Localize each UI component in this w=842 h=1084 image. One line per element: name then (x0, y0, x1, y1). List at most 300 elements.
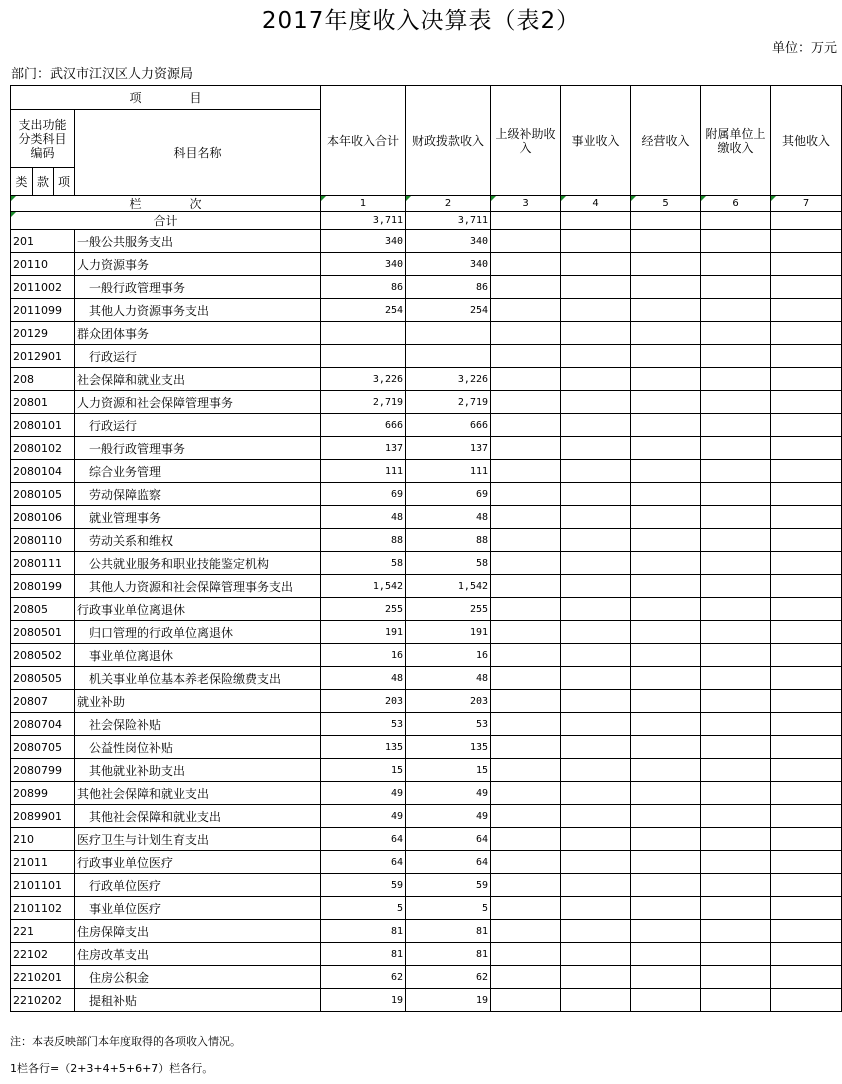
row-empty-cell (561, 299, 631, 322)
row-code: 20807 (11, 690, 75, 713)
colnum-2: 2 (406, 196, 491, 212)
row-name: 劳动保障监察 (75, 483, 321, 506)
table-row (11, 713, 842, 736)
row-empty-cell (491, 989, 561, 1012)
row-empty-cell (631, 460, 701, 483)
row-empty-cell (491, 759, 561, 782)
row-fiscal-income: 64 (406, 828, 491, 851)
row-total-income: 111 (321, 460, 406, 483)
row-fiscal-income: 62 (406, 966, 491, 989)
row-empty-cell (771, 874, 842, 897)
header-item: 项 目 (11, 86, 321, 110)
row-empty-cell (631, 943, 701, 966)
row-fiscal-income: 48 (406, 667, 491, 690)
row-empty-cell (771, 552, 842, 575)
row-fiscal-income: 49 (406, 782, 491, 805)
row-empty-cell (771, 989, 842, 1012)
table-row (11, 575, 842, 598)
row-empty-cell (771, 621, 842, 644)
table-row (11, 805, 842, 828)
row-total-income: 340 (321, 230, 406, 253)
row-empty-cell (701, 437, 771, 460)
row-empty-cell (631, 759, 701, 782)
row-total-income: 81 (321, 943, 406, 966)
row-fiscal-income: 53 (406, 713, 491, 736)
row-empty-cell (701, 552, 771, 575)
row-fiscal-income: 203 (406, 690, 491, 713)
row-total-income: 254 (321, 299, 406, 322)
row-empty-cell (631, 805, 701, 828)
row-empty-cell (771, 460, 842, 483)
row-name: 行政事业单位离退休 (75, 598, 321, 621)
row-empty-cell (631, 897, 701, 920)
row-empty-cell (631, 299, 701, 322)
row-empty-cell (491, 713, 561, 736)
row-empty-cell (701, 483, 771, 506)
row-empty-cell (631, 851, 701, 874)
header-subject-name: 科目名称 (75, 110, 321, 196)
table-row (11, 690, 842, 713)
row-total-income: 1,542 (321, 575, 406, 598)
row-name: 提租补贴 (75, 989, 321, 1012)
row-code: 2080502 (11, 644, 75, 667)
row-empty-cell (491, 644, 561, 667)
row-empty-cell (771, 506, 842, 529)
row-empty-cell (771, 322, 842, 345)
header-lei: 类 (11, 168, 33, 196)
row-empty-cell (631, 667, 701, 690)
total-row (11, 212, 842, 230)
row-empty-cell (491, 322, 561, 345)
row-total-income: 53 (321, 713, 406, 736)
colnum-6: 6 (701, 196, 771, 212)
table-row (11, 644, 842, 667)
row-empty-cell (631, 920, 701, 943)
row-empty-cell (701, 299, 771, 322)
row-empty-cell (771, 759, 842, 782)
row-empty-cell (771, 644, 842, 667)
header-col-4: 事业收入 (561, 86, 631, 196)
row-empty-cell (491, 897, 561, 920)
row-code: 2101102 (11, 897, 75, 920)
row-empty-cell (561, 345, 631, 368)
row-total-income: 62 (321, 966, 406, 989)
row-empty-cell (561, 920, 631, 943)
row-empty-cell (561, 552, 631, 575)
row-name: 事业单位医疗 (75, 897, 321, 920)
header-col-3: 上级补助收入 (491, 86, 561, 196)
row-code: 2080101 (11, 414, 75, 437)
row-fiscal-income: 340 (406, 230, 491, 253)
row-total-income: 5 (321, 897, 406, 920)
row-empty-cell (491, 920, 561, 943)
income-table (10, 85, 842, 1012)
row-total-income: 81 (321, 920, 406, 943)
row-code: 2080104 (11, 460, 75, 483)
row-code: 201 (11, 230, 75, 253)
row-empty-cell (561, 460, 631, 483)
table-row (11, 828, 842, 851)
row-code: 2080704 (11, 713, 75, 736)
row-fiscal-income: 255 (406, 598, 491, 621)
row-total-income (321, 322, 406, 345)
table-row (11, 230, 842, 253)
row-empty-cell (491, 966, 561, 989)
row-name: 一般公共服务支出 (75, 230, 321, 253)
row-empty-cell (561, 828, 631, 851)
row-name: 就业补助 (75, 690, 321, 713)
table-row (11, 851, 842, 874)
table-row (11, 966, 842, 989)
row-code: 22102 (11, 943, 75, 966)
row-fiscal-income: 3,226 (406, 368, 491, 391)
row-empty-cell (701, 966, 771, 989)
row-fiscal-income: 16 (406, 644, 491, 667)
row-fiscal-income: 58 (406, 552, 491, 575)
row-name: 医疗卫生与计划生育支出 (75, 828, 321, 851)
row-empty-cell (491, 230, 561, 253)
row-empty-cell (631, 782, 701, 805)
row-empty-cell (631, 828, 701, 851)
table-row (11, 943, 842, 966)
row-empty-cell (491, 943, 561, 966)
row-empty-cell (701, 230, 771, 253)
row-empty-cell (771, 414, 842, 437)
unit-label: 单位：万元 (771, 41, 837, 56)
row-empty-cell (491, 575, 561, 598)
row-name: 行政运行 (75, 345, 321, 368)
row-empty-cell (771, 713, 842, 736)
row-empty-cell (561, 874, 631, 897)
row-empty-cell (491, 690, 561, 713)
row-empty-cell (701, 851, 771, 874)
colnum-3: 3 (491, 196, 561, 212)
department-label: 部门：武汉市江汉区人力资源局 (11, 67, 194, 82)
row-empty-cell (771, 437, 842, 460)
table-row (11, 874, 842, 897)
row-code: 210 (11, 828, 75, 851)
row-name: 人力资源事务 (75, 253, 321, 276)
note-1: 注：本表反映部门本年度取得的各项收入情况。 (10, 1035, 241, 1048)
row-fiscal-income: 111 (406, 460, 491, 483)
row-code: 2012901 (11, 345, 75, 368)
header-column-seq: 栏 次 (11, 196, 321, 212)
row-empty-cell (491, 552, 561, 575)
row-total-income: 15 (321, 759, 406, 782)
row-name: 其他社会保障和就业支出 (75, 805, 321, 828)
row-empty-cell (561, 851, 631, 874)
row-empty-cell (771, 736, 842, 759)
row-empty-cell (491, 345, 561, 368)
row-empty-cell (561, 989, 631, 1012)
row-empty-cell (771, 391, 842, 414)
table-row (11, 759, 842, 782)
row-empty-cell (561, 713, 631, 736)
row-empty-cell (631, 483, 701, 506)
row-empty-cell (561, 437, 631, 460)
row-total-income: 48 (321, 506, 406, 529)
row-empty-cell (491, 368, 561, 391)
row-code: 2080105 (11, 483, 75, 506)
row-fiscal-income: 88 (406, 529, 491, 552)
row-empty-cell (631, 276, 701, 299)
row-empty-cell (491, 460, 561, 483)
row-empty-cell (561, 644, 631, 667)
row-empty-cell (701, 391, 771, 414)
table-row (11, 437, 842, 460)
row-code: 2011099 (11, 299, 75, 322)
row-fiscal-income: 340 (406, 253, 491, 276)
row-empty-cell (631, 414, 701, 437)
row-empty-cell (631, 989, 701, 1012)
row-empty-cell (701, 345, 771, 368)
row-total-income: 3,226 (321, 368, 406, 391)
row-fiscal-income: 2,719 (406, 391, 491, 414)
row-empty-cell (491, 437, 561, 460)
row-fiscal-income: 15 (406, 759, 491, 782)
row-empty-cell (771, 897, 842, 920)
row-name: 其他社会保障和就业支出 (75, 782, 321, 805)
row-code: 20805 (11, 598, 75, 621)
row-name: 其他就业补助支出 (75, 759, 321, 782)
row-empty-cell (631, 598, 701, 621)
row-empty-cell (491, 621, 561, 644)
row-total-income: 48 (321, 667, 406, 690)
table-row (11, 414, 842, 437)
row-empty-cell (701, 920, 771, 943)
row-fiscal-income: 48 (406, 506, 491, 529)
row-empty-cell (631, 391, 701, 414)
row-code: 2080199 (11, 575, 75, 598)
row-name: 一般行政管理事务 (75, 276, 321, 299)
row-empty-cell (771, 966, 842, 989)
row-empty-cell (701, 782, 771, 805)
row-code: 2089901 (11, 805, 75, 828)
row-total-income: 666 (321, 414, 406, 437)
row-empty-cell (701, 828, 771, 851)
row-empty-cell (701, 575, 771, 598)
total-c1: 3,711 (321, 212, 406, 230)
row-empty-cell (631, 644, 701, 667)
row-empty-cell (491, 667, 561, 690)
row-empty-cell (561, 805, 631, 828)
row-empty-cell (561, 529, 631, 552)
row-empty-cell (771, 598, 842, 621)
row-empty-cell (561, 483, 631, 506)
row-name: 劳动关系和维权 (75, 529, 321, 552)
row-fiscal-income: 69 (406, 483, 491, 506)
row-empty-cell (561, 575, 631, 598)
header-col-5: 经营收入 (631, 86, 701, 196)
row-empty-cell (701, 529, 771, 552)
row-empty-cell (491, 414, 561, 437)
table-row (11, 552, 842, 575)
row-fiscal-income: 19 (406, 989, 491, 1012)
colnum-4: 4 (561, 196, 631, 212)
row-empty-cell (561, 322, 631, 345)
row-empty-cell (701, 989, 771, 1012)
row-empty-cell (561, 690, 631, 713)
row-empty-cell (561, 621, 631, 644)
row-empty-cell (771, 575, 842, 598)
row-empty-cell (631, 253, 701, 276)
row-total-income: 69 (321, 483, 406, 506)
row-empty-cell (771, 529, 842, 552)
table-row (11, 345, 842, 368)
row-empty-cell (561, 598, 631, 621)
row-empty-cell (491, 736, 561, 759)
row-name: 人力资源和社会保障管理事务 (75, 391, 321, 414)
row-fiscal-income: 191 (406, 621, 491, 644)
row-fiscal-income: 254 (406, 299, 491, 322)
row-name: 行政运行 (75, 414, 321, 437)
row-fiscal-income: 1,542 (406, 575, 491, 598)
row-empty-cell (561, 368, 631, 391)
row-empty-cell (491, 483, 561, 506)
row-name: 其他人力资源和社会保障管理事务支出 (75, 575, 321, 598)
row-fiscal-income: 59 (406, 874, 491, 897)
row-empty-cell (631, 506, 701, 529)
row-name: 住房保障支出 (75, 920, 321, 943)
row-empty-cell (491, 851, 561, 874)
row-total-income: 255 (321, 598, 406, 621)
table-row (11, 322, 842, 345)
table-row (11, 253, 842, 276)
row-empty-cell (561, 230, 631, 253)
row-empty-cell (561, 759, 631, 782)
row-empty-cell (561, 782, 631, 805)
table-row (11, 276, 842, 299)
row-total-income: 88 (321, 529, 406, 552)
row-total-income: 135 (321, 736, 406, 759)
header-xiang: 项 (54, 168, 75, 196)
row-name: 机关事业单位基本养老保险缴费支出 (75, 667, 321, 690)
row-empty-cell (771, 782, 842, 805)
header-col-2: 财政拨款收入 (406, 86, 491, 196)
header-col-1: 本年收入合计 (321, 86, 406, 196)
row-code: 2080799 (11, 759, 75, 782)
row-empty-cell (631, 230, 701, 253)
row-total-income: 137 (321, 437, 406, 460)
table-row (11, 736, 842, 759)
row-total-income: 49 (321, 805, 406, 828)
row-empty-cell (701, 460, 771, 483)
row-empty-cell (771, 690, 842, 713)
table-row (11, 621, 842, 644)
row-code: 2210201 (11, 966, 75, 989)
row-empty-cell (701, 621, 771, 644)
table-row (11, 299, 842, 322)
row-name: 社会保险补贴 (75, 713, 321, 736)
row-code: 2210202 (11, 989, 75, 1012)
row-code: 2080102 (11, 437, 75, 460)
row-empty-cell (771, 943, 842, 966)
row-empty-cell (701, 690, 771, 713)
row-code: 2101101 (11, 874, 75, 897)
table-row (11, 483, 842, 506)
row-name: 其他人力资源事务支出 (75, 299, 321, 322)
row-empty-cell (491, 299, 561, 322)
row-empty-cell (771, 805, 842, 828)
row-empty-cell (771, 851, 842, 874)
header-col-6: 附属单位上缴收入 (701, 86, 771, 196)
row-empty-cell (631, 874, 701, 897)
row-empty-cell (491, 391, 561, 414)
row-total-income: 340 (321, 253, 406, 276)
table-row (11, 782, 842, 805)
note-2: 1栏各行=（2+3+4+5+6+7）栏各行。 (10, 1062, 214, 1075)
table-row (11, 667, 842, 690)
row-empty-cell (491, 529, 561, 552)
row-empty-cell (491, 828, 561, 851)
row-empty-cell (701, 943, 771, 966)
table-row (11, 506, 842, 529)
row-code: 20899 (11, 782, 75, 805)
row-empty-cell (491, 805, 561, 828)
row-code: 2080505 (11, 667, 75, 690)
row-empty-cell (701, 874, 771, 897)
row-code: 2080106 (11, 506, 75, 529)
row-name: 公共就业服务和职业技能鉴定机构 (75, 552, 321, 575)
row-name: 一般行政管理事务 (75, 437, 321, 460)
row-total-income: 58 (321, 552, 406, 575)
row-fiscal-income: 81 (406, 943, 491, 966)
row-empty-cell (631, 529, 701, 552)
table-row (11, 391, 842, 414)
row-empty-cell (491, 276, 561, 299)
row-name: 社会保障和就业支出 (75, 368, 321, 391)
row-total-income: 49 (321, 782, 406, 805)
row-empty-cell (701, 368, 771, 391)
table-row (11, 460, 842, 483)
table-row (11, 897, 842, 920)
row-empty-cell (561, 943, 631, 966)
row-empty-cell (771, 828, 842, 851)
row-empty-cell (561, 506, 631, 529)
row-empty-cell (561, 667, 631, 690)
row-code: 20110 (11, 253, 75, 276)
row-empty-cell (701, 322, 771, 345)
row-empty-cell (771, 667, 842, 690)
header-func-class: 支出功能分类科目编码 (11, 110, 75, 168)
row-code: 20801 (11, 391, 75, 414)
row-fiscal-income: 666 (406, 414, 491, 437)
row-total-income: 191 (321, 621, 406, 644)
page-title: 2017年度收入决算表（表2） (261, 8, 581, 34)
colnum-5: 5 (631, 196, 701, 212)
row-empty-cell (771, 920, 842, 943)
row-empty-cell (701, 644, 771, 667)
row-code: 2080501 (11, 621, 75, 644)
colnum-1: 1 (321, 196, 406, 212)
row-total-income: 64 (321, 851, 406, 874)
row-empty-cell (701, 713, 771, 736)
row-fiscal-income: 64 (406, 851, 491, 874)
row-empty-cell (631, 345, 701, 368)
row-empty-cell (561, 966, 631, 989)
colnum-7: 7 (771, 196, 842, 212)
row-empty-cell (631, 736, 701, 759)
row-empty-cell (631, 966, 701, 989)
row-fiscal-income: 5 (406, 897, 491, 920)
row-total-income: 59 (321, 874, 406, 897)
row-empty-cell (631, 322, 701, 345)
row-code: 2080705 (11, 736, 75, 759)
row-total-income: 19 (321, 989, 406, 1012)
row-empty-cell (561, 897, 631, 920)
row-empty-cell (701, 759, 771, 782)
row-empty-cell (771, 230, 842, 253)
